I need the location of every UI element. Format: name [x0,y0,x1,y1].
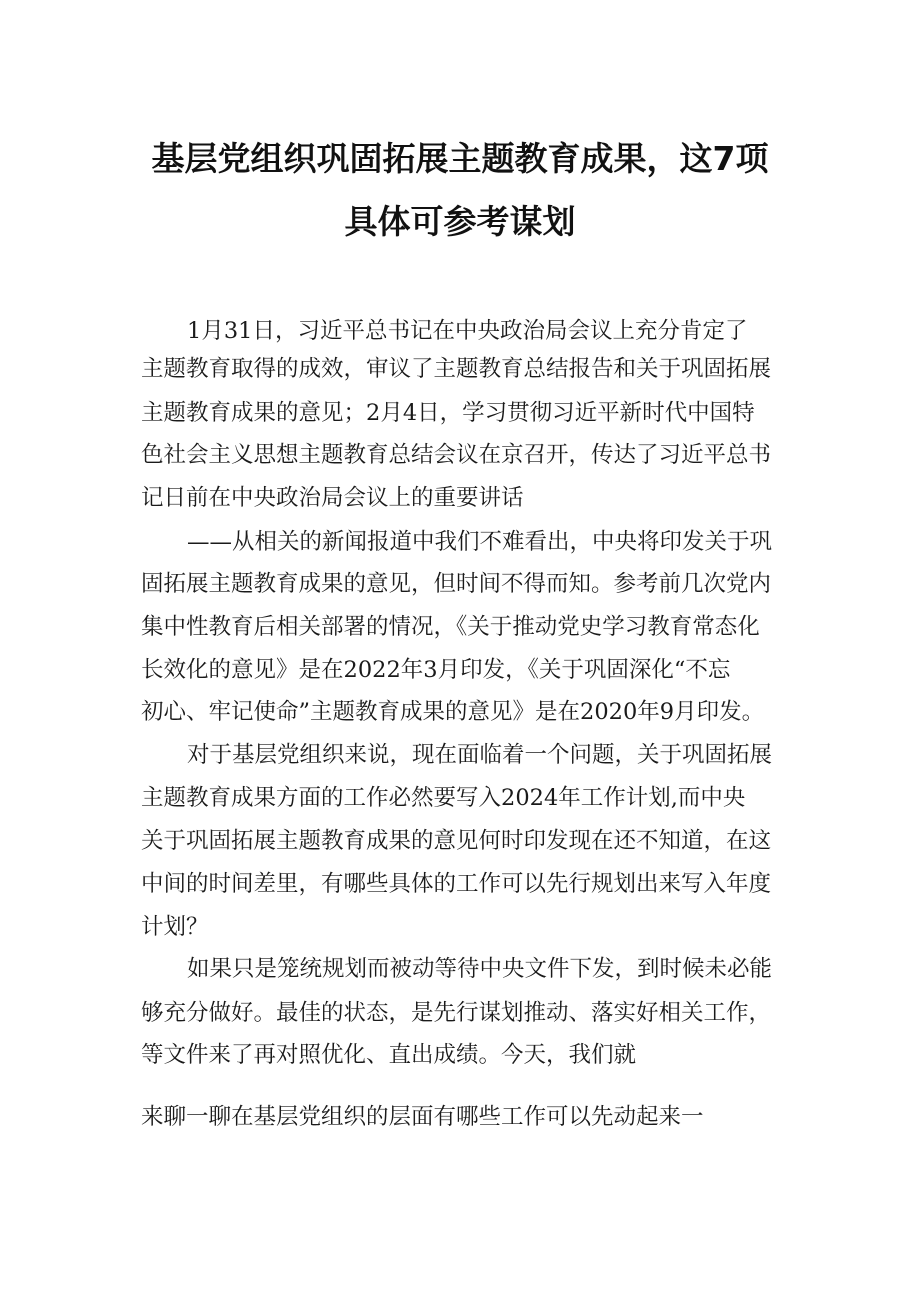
paragraph-4-line-1: 如果只是笼统规划而被动等待中央文件下发，到时候未必能 [187,956,773,982]
document-title-line-1: 基层党组织巩固拓展主题教育成果，这7项 [151,139,769,178]
paragraph-1-line-2: 主题教育取得的成效，审议了主题教育总结报告和关于巩固拓展 [141,356,772,382]
paragraph-1-line-3: 主题教育成果的意见；2月4日，学习贯彻习近平新时代中国特 [141,400,755,426]
paragraph-3-line-5: 计划？ [141,914,209,940]
paragraph-3-line-3: 关于巩固拓展主题教育成果的意见何时印发现在还不知道，在这 [141,828,772,854]
paragraph-5-line-1: 来聊一聊在基层党组织的层面有哪些工作可以先动起来一 [141,1104,704,1130]
paragraph-3-line-1: 对于基层党组织来说，现在面临着一个问题，关于巩固拓展 [187,742,773,768]
paragraph-4-line-2: 够充分做好。最佳的状态，是先行谋划推动、落实好相关工作， [141,1000,772,1026]
paragraph-2-line-2: 固拓展主题教育成果的意见，但时间不得而知。参考前几次党内 [141,571,772,597]
paragraph-2-line-5: 初心、牢记使命”主题教育成果的意见》是在2020年9月印发。 [141,699,765,725]
paragraph-3-line-4: 中间的时间差里，有哪些具体的工作可以先行规划出来写入年度 [141,871,772,897]
paragraph-3-line-2: 主题教育成果方面的工作必然要写入2024年工作计划,而中央 [141,785,746,811]
paragraph-2-line-1: ——从相关的新闻报道中我们不难看出，中央将印发关于巩 [187,529,773,555]
paragraph-1-line-4: 色社会主义思想主题教育总结会议在京召开，传达了习近平总书 [141,442,772,468]
paragraph-1-line-5: 记日前在中央政治局会议上的重要讲话 [141,485,524,511]
paragraph-2-line-3: 集中性教育后相关部署的情况，《关于推动党史学习教育常态化 [141,614,760,640]
paragraph-4-line-3: 等文件来了再对照优化、直出成绩。今天，我们就 [141,1042,637,1068]
paragraph-2-line-4: 长效化的意见》是在2022年3月印发，《关于巩固深化“不忘 [141,657,731,683]
paragraph-1-line-1: 1月31日，习近平总书记在中央政治局会议上充分肯定了 [187,318,748,344]
document-title-line-2: 具体可参考谋划 [344,202,576,241]
